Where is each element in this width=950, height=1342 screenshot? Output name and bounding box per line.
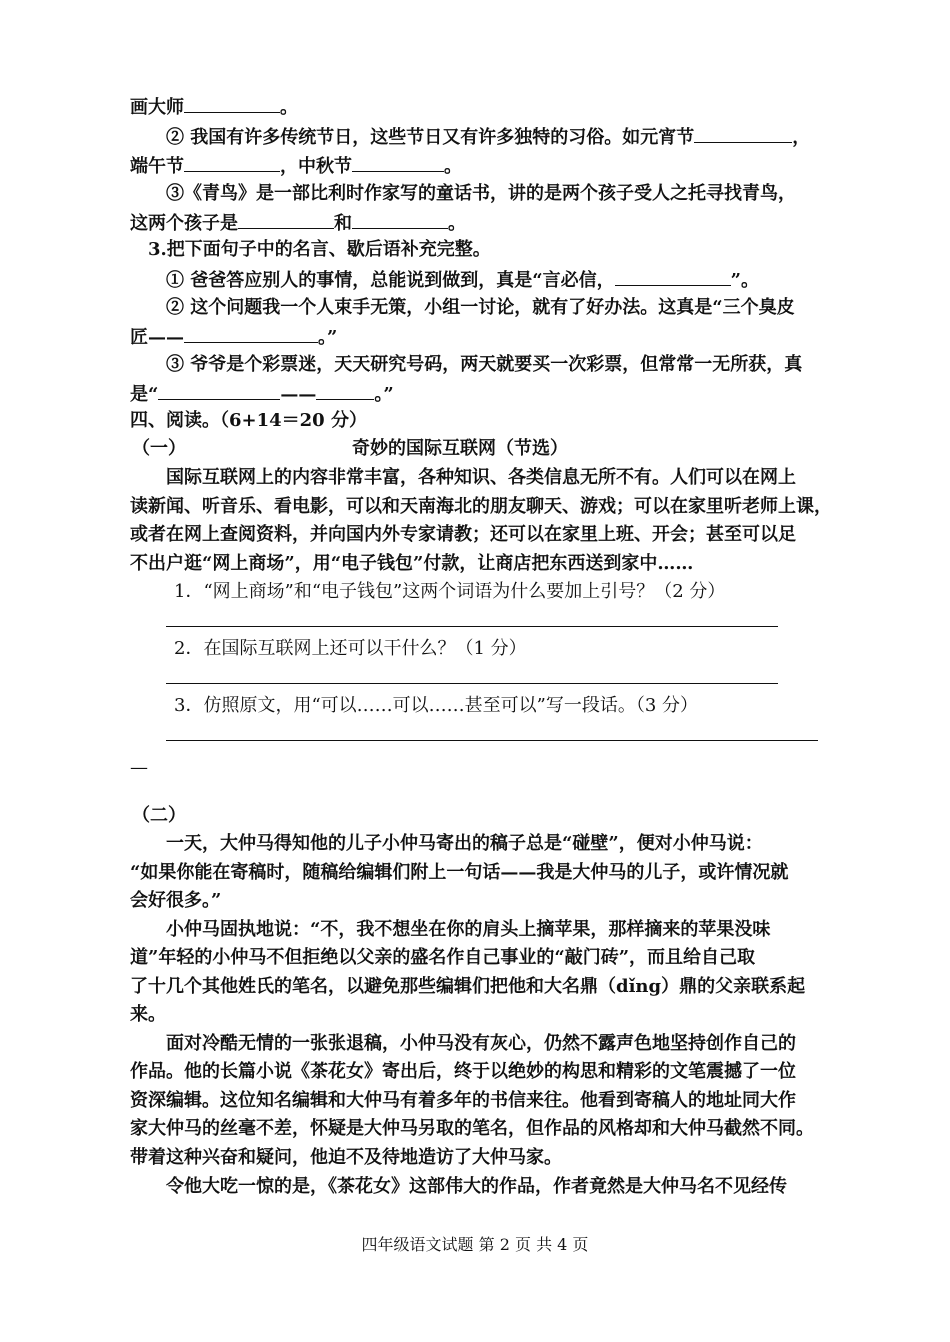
question: 1．“网上商场”和“电子钱包”这两个词语为什么要加上引号？（2 分） <box>174 581 726 602</box>
paragraph-line: “如果你能在寄稿时，随稿给编辑们附上一句话——我是大仲马的儿子，或许情况就 <box>130 862 789 883</box>
text: 和 <box>334 213 352 234</box>
text-line <box>166 267 759 293</box>
text: ， <box>792 127 811 148</box>
text: 。” <box>318 327 338 348</box>
answer-blank[interactable] <box>184 153 280 172</box>
answer-blank[interactable] <box>694 124 792 143</box>
paragraph-line: 了十几个其他姓氏的笔名，以避免那些编辑们把他和大名鼎（dǐng）鼎的父亲联系起 <box>130 976 806 997</box>
text-line <box>130 324 337 350</box>
text: ② 我国有许多传统节日，这些节日又有许多独特的习俗。如元宵节 <box>166 127 695 148</box>
text: ”。 <box>730 270 759 291</box>
text: 。 <box>280 97 298 118</box>
answer-line[interactable] <box>166 626 778 627</box>
answer-blank[interactable] <box>352 210 448 229</box>
text: 匠—— <box>130 327 184 348</box>
answer-line[interactable] <box>166 740 818 741</box>
page-footer: 四年级语文试题 第 2 页 共 4 页 <box>361 1235 589 1254</box>
answer-blank[interactable] <box>184 94 280 113</box>
paragraph-line: 一天，大仲马得知他的儿子小仲马寄出的稿子总是“碰壁”，便对小仲马说： <box>166 833 763 854</box>
paragraph-line: 读新闻、听音乐、看电影，可以和天南海北的朋友聊天、游戏；可以在家里听老师上课， <box>130 496 832 517</box>
paragraph-line: 会好很多。” <box>130 890 222 911</box>
answer-blank[interactable] <box>238 210 334 229</box>
paragraph-line: 不出户逛“网上商场”，用“电子钱包”付款，让商店把东西送到家中…… <box>130 553 694 574</box>
text: 。 <box>444 156 462 177</box>
text: ，中秋节 <box>280 156 352 177</box>
paragraph-line: 或者在网上查阅资料，并向国内外专家请教；还可以在家里上班、开会；甚至可以足 <box>130 524 796 545</box>
part-label: （一） <box>132 438 186 459</box>
text: 。 <box>448 213 466 234</box>
answer-blank[interactable] <box>158 381 280 400</box>
text-line: ② 这个问题我一个人束手无策，小组一讨论，就有了好办法。这真是“三个臭皮 <box>166 297 795 318</box>
question: 2．在国际互联网上还可以干什么？（1 分） <box>174 638 527 659</box>
answer-blank[interactable] <box>615 267 731 286</box>
text-line <box>130 381 394 407</box>
paragraph-line: 面对冷酷无情的一张张退稿，小仲马没有灰心，仍然不露声色地坚持创作自己的 <box>166 1033 796 1054</box>
passage-title: 奇妙的国际互联网（节选） <box>352 438 568 459</box>
paragraph-line: 资深编辑。这位知名编辑和大仲马有着多年的书信来往。他看到寄稿人的地址同大作 <box>130 1090 796 1111</box>
paragraph-line: 作品。他的长篇小说《茶花女》寄出后，终于以绝妙的构思和精彩的文笔震撼了一位 <box>130 1061 796 1082</box>
text-line: ③《青鸟》是一部比利时作家写的童话书，讲的是两个孩子受人之托寻找青鸟， <box>166 183 796 204</box>
section-heading: 四、阅读。（6+14＝20 分） <box>130 410 367 431</box>
text: 。” <box>374 384 394 405</box>
paragraph-line: 道”年轻的小仲马不但拒绝以父亲的盛名作自己事业的“敲门砖”，而且给自己取 <box>130 947 756 968</box>
answer-line[interactable] <box>166 683 778 684</box>
question-title: 3.把下面句子中的名言、歇后语补充完整。 <box>148 239 491 260</box>
dash-mark: — <box>130 757 148 778</box>
paragraph-line: 家大仲马的丝毫不差，怀疑是大仲马另取的笔名，但作品的风格却和大仲马截然不同。 <box>130 1118 814 1139</box>
answer-blank[interactable] <box>184 324 318 343</box>
text-line <box>130 94 298 120</box>
text: —— <box>280 384 317 405</box>
paragraph-line: 小仲马固执地说：“不，我不想坐在你的肩头上摘苹果，那样摘来的苹果没味 <box>166 919 771 940</box>
text: ① 爸爸答应别人的事情，总能说到做到，真是“言必信， <box>166 270 615 291</box>
text-line <box>130 210 466 236</box>
answer-blank[interactable] <box>316 381 374 400</box>
text: 端午节 <box>130 156 184 177</box>
text: 这两个孩子是 <box>130 213 238 234</box>
text: 画大师 <box>130 97 184 118</box>
paragraph-line: 带着这种兴奋和疑问，他迫不及待地造访了大仲马家。 <box>130 1147 562 1168</box>
answer-blank[interactable] <box>352 153 444 172</box>
paragraph-line: 国际互联网上的内容非常丰富，各种知识、各类信息无所不有。人们可以在网上 <box>166 467 796 488</box>
text-line <box>166 124 810 150</box>
question: 3．仿照原文，用“可以……可以……甚至可以”写一段话。（3 分） <box>174 695 699 716</box>
text-line: ③ 爷爷是个彩票迷，天天研究号码，两天就要买一次彩票，但常常一无所获，真 <box>166 354 803 375</box>
text: 是“ <box>130 384 159 405</box>
paragraph-line: 来。 <box>130 1004 166 1025</box>
text-line <box>130 153 462 179</box>
part-label: （二） <box>132 805 186 826</box>
paragraph-line: 令他大吃一惊的是，《茶花女》这部伟大的作品，作者竟然是大仲马名不见经传 <box>166 1176 787 1197</box>
